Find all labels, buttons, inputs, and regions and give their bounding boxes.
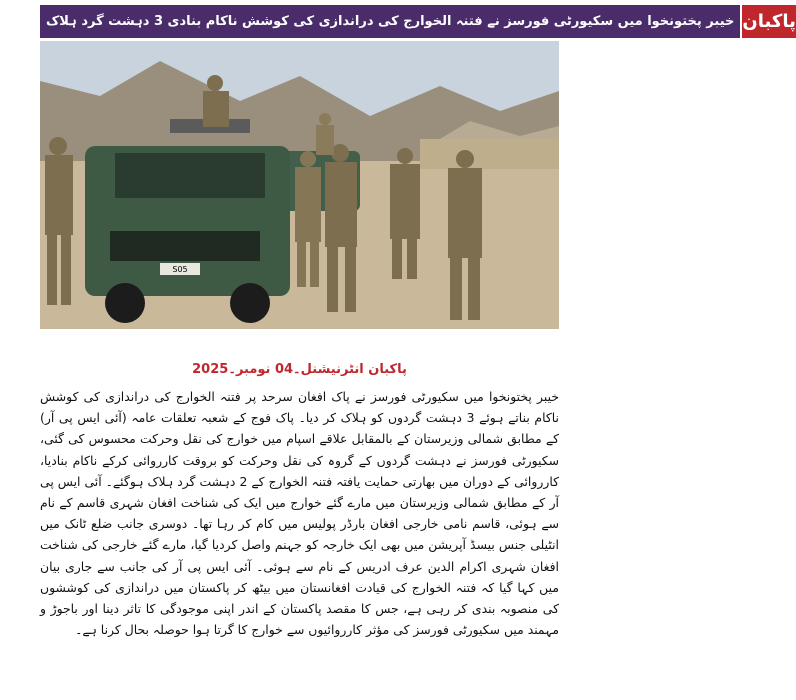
news-photo	[40, 41, 559, 329]
photo-wheel-right	[230, 283, 270, 323]
photo-wheel-left	[105, 283, 145, 323]
photo-building	[420, 139, 559, 169]
header-bar	[40, 5, 796, 38]
dateline: پاکبان انٹرنیشنل۔04 نومبر۔2025	[192, 362, 407, 377]
headline: خیبر پختونخوا میں سکیورٹی فورسز نے فتنہ الخوارج کی دراندازی کی کوشش ناکام بنادی 3 دہشت گرد ہلاک	[40, 5, 740, 38]
photo-plate-text: S05	[172, 265, 188, 274]
category-tag: پاکبان	[740, 5, 795, 38]
article-paragraph: خیبر پختونخوا میں سکیورٹی فورسز نے پاک افغان سرحد پر فتنہ الخوارج کی دراندازی کی کوشش ناکام بناتے ہوئے 3 دہشت گردوں کو ہلاک کر دیا۔ پاک فوج کے شعبہ تعلقات عامہ (آئی ایس پی آر) کے مطابق شمالی وزیرستان کے بالمقابل علاقے اسپام میں خوارج کی نقل وحرکت محسوس کی گئی، سکیورٹی فورسز نے دہشت گردوں کے گروہ کی نقل وحرکت کو بروقت کارروائی کرکے ناکام بنادیا، کارروائی کے دوران میں بھارتی حمایت یافتہ فتنہ الخوارج کے 2 دہشت گرد ہلاک ہوگئے۔ آئی ایس پی آر کے مطابق شمالی وزیرستان میں مارے گئے خوارج میں ایک کی شناخت افغان شہری قاسم کے نام سے ہوئی، قاسم نامی خارجی افغان بارڈر پولیس میں کام کر رہا تھا۔ دوسری جانب ضلع ٹانک میں انٹیلی جنس بیسڈ آپریشن میں بھی ایک خارجہ کو جہنم واصل کردیا گیا، مارے گئے خارجی کی شناخت افغان شہری اکرام الدین عرف ادریس کے نام سے ہوئی۔ آئی ایس پی آر کی جانب سے جاری بیان میں کہا گیا کہ فتنہ الخوارج کی قیادت افغانستان میں بیٹھ کر پاکستان میں دراندازی کی کوششوں کی منصوبہ بندی کر رہی ہے، جس کا مقصد پاکستان کے اندر اپنی موجودگی کا تاثر دینا اور باجوڑ و مہمند میں سکیورٹی فورسز کی مؤثر کارروائیوں سے خوارج کا گرتا ہوا حوصلہ بحال کرنا ہے۔	[40, 389, 559, 638]
photo-windshield	[115, 153, 265, 198]
news-photo-illustration	[40, 41, 559, 329]
photo-grille	[110, 231, 260, 261]
article-body	[40, 386, 559, 686]
